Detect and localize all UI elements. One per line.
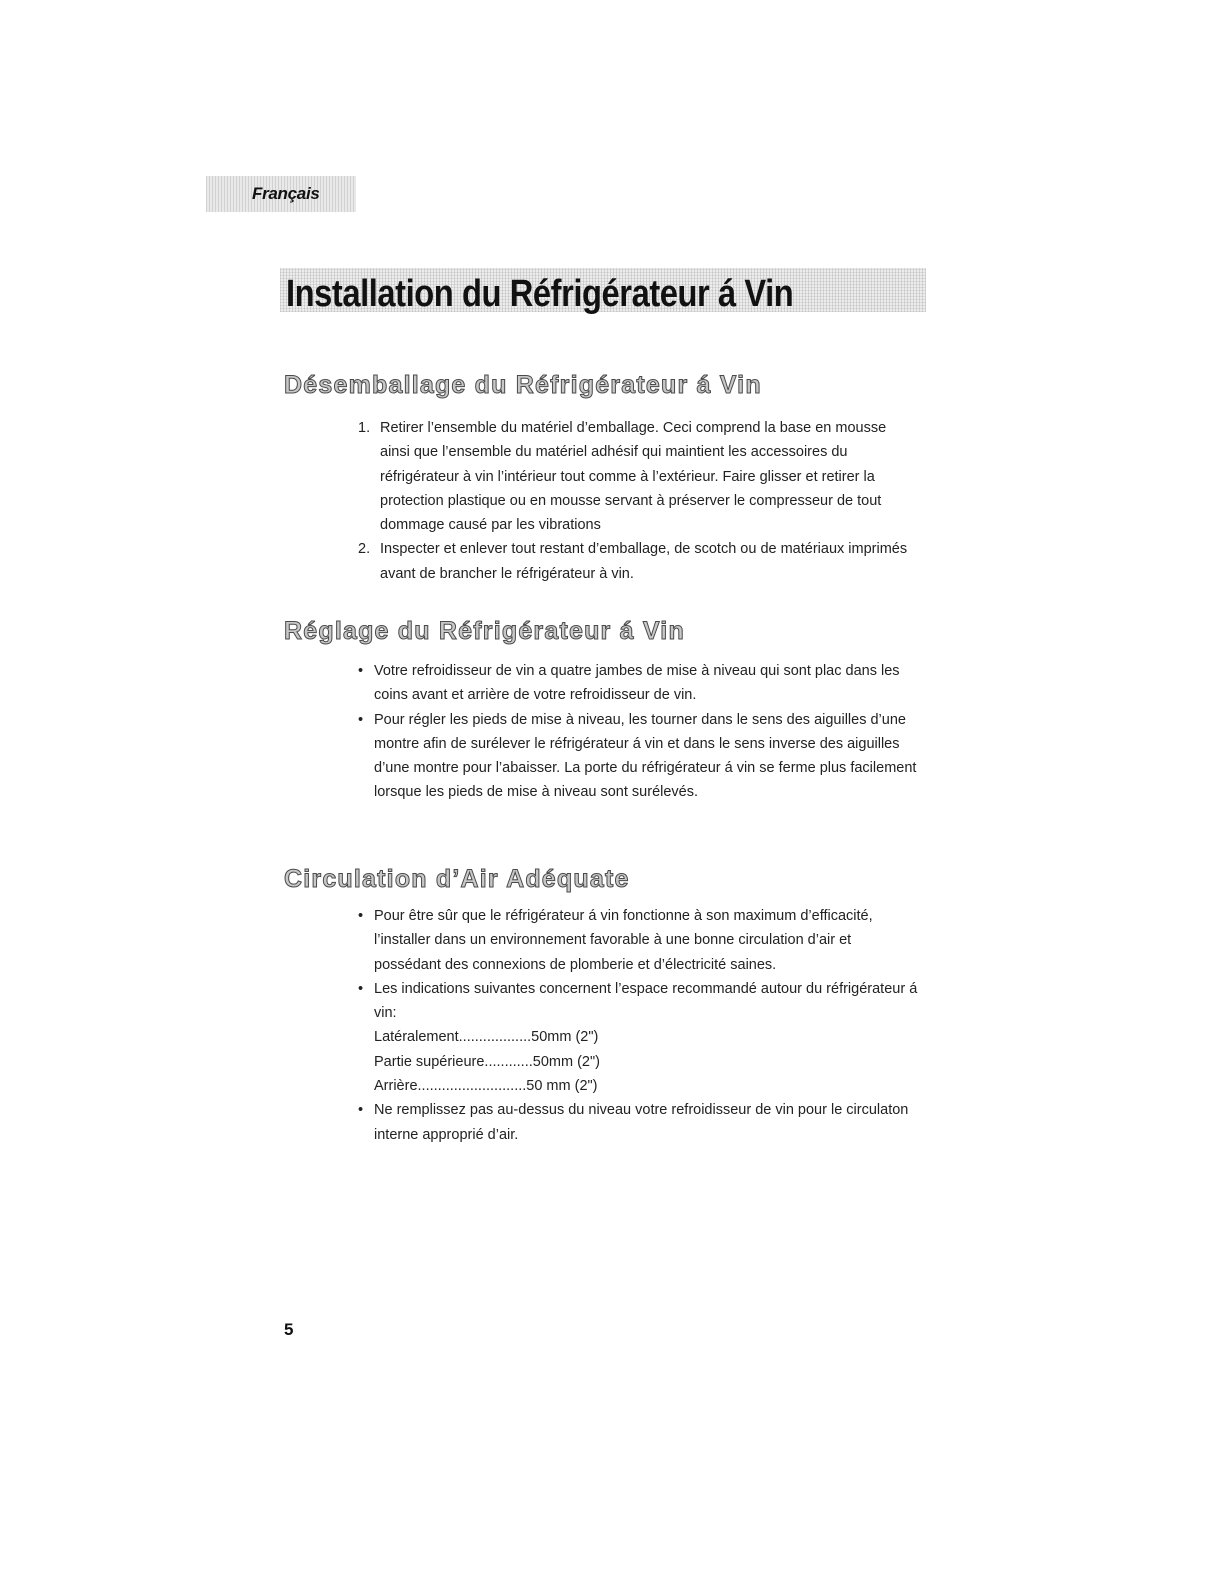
section-heading-air-circulation: Circulation d’Air Adéquate (284, 865, 630, 893)
clearance-row-rear: Arrière...........................50 mm (2") (374, 1078, 598, 1095)
page-title: Installation du Réfrigérateur á Vin (286, 273, 794, 315)
section-heading-leveling: Réglage du Réfrigérateur á Vin (284, 617, 685, 645)
bullet: • (358, 1102, 364, 1119)
clearance-row-side: Latéralement..................50mm (2") (374, 1029, 599, 1046)
list-item (358, 659, 918, 708)
bullet: • (358, 908, 364, 924)
unpacking-list (358, 416, 918, 586)
page-number: 5 (284, 1320, 294, 1339)
list-item-text: Votre refroidisseur de vin a quatre jambes de mise à niveau qui sont plac dans les coins avant et arrière de votre refroidisseur de vin. (374, 663, 900, 704)
list-marker: 2. (358, 541, 371, 558)
list-marker: 1. (358, 420, 371, 436)
list-item (358, 416, 918, 537)
list-item-text: Ne remplissez pas au-dessus du niveau votre refroidisseur de vin pour le circulaton interne approprié d’air. (374, 1102, 909, 1143)
list-item (358, 708, 918, 805)
list-item-text: Retirer l’ensemble du matériel d’emballage. Ceci comprend la base en mousse ainsi que l’ensemble du matériel adhésif qui maintient les accessoires du réfrigérateur à vin l’intérieur tout comme à l’extérieur. Faire glisser et retirer la protection plastique ou en mousse servant à préserver le compresseur de tout dommage causé par les vibrations (380, 420, 887, 534)
list-item (358, 1098, 918, 1147)
list-item-text: Pour être sûr que le réfrigérateur á vin fonctionne à son maximum d’efficacité, l’installer dans un environnement favorable à une bonne circulation d’air et possédant des connexions de plomberie et d’électricité saines. (374, 908, 873, 973)
list-item (358, 537, 918, 586)
leveling-list (358, 659, 918, 805)
bullet: • (358, 711, 364, 728)
language-tab (206, 176, 356, 212)
bullet: • (358, 980, 364, 997)
section-heading-unpacking: Désemballage du Réfrigérateur á Vin (284, 371, 762, 399)
list-item-text: Pour régler les pieds de mise à niveau, les tourner dans le sens des aiguilles d’une montre afin de surélever le réfrigérateur á vin et dans le sens inverse des aiguilles d’une montre pour l’abaisser. La porte du réfrigérateur á vin se ferme plus facilement lorsque les pieds de mise à niveau sont surélevés. (374, 711, 917, 801)
bullet: • (358, 663, 364, 679)
clearance-row-top: Partie supérieure............50mm (2") (374, 1053, 600, 1070)
air-circulation-list (358, 904, 918, 1147)
list-item-text: Inspecter et enlever tout restant d’emballage, de scotch ou de matériaux imprimés avant de brancher le réfrigérateur à vin. (380, 541, 908, 582)
list-item (358, 977, 918, 1098)
list-item (358, 904, 918, 977)
list-item-text: Les indications suivantes concernent l’espace recommandé autour du réfrigérateur á vin: (374, 980, 918, 1022)
language-label: Français (252, 184, 320, 203)
